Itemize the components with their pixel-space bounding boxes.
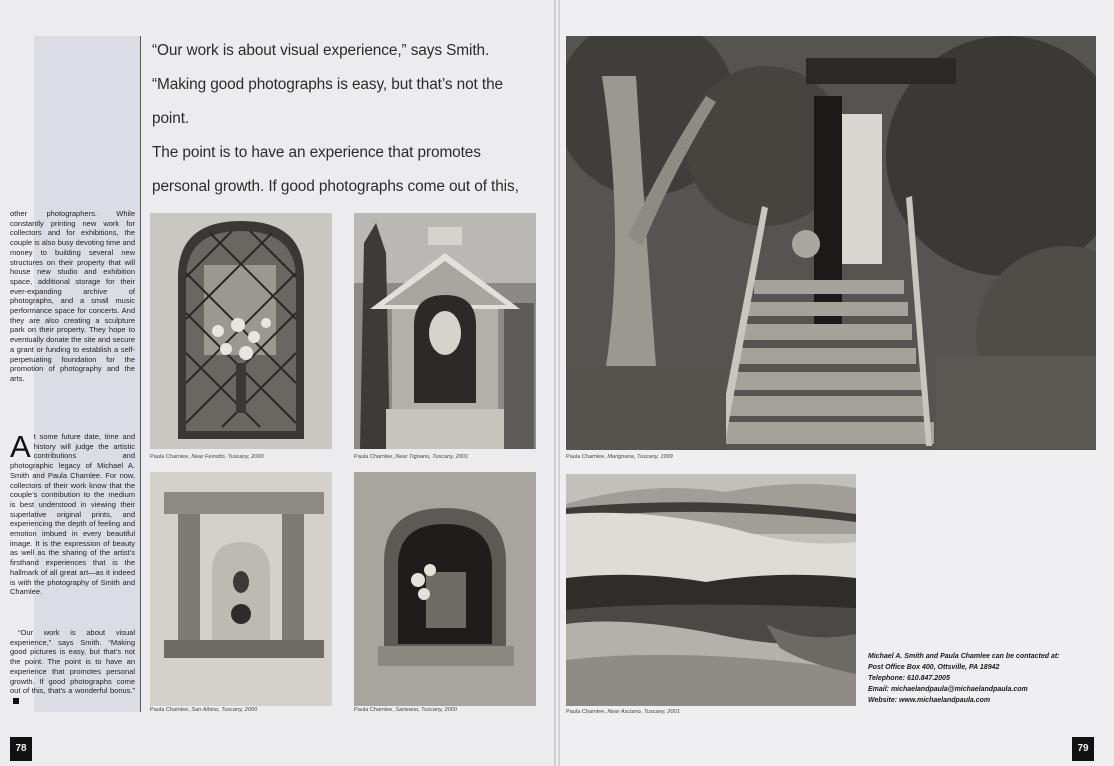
- pull-quote-line: personal growth. If good photographs come out of this,: [152, 178, 519, 195]
- photo-caption: Paula Chamlee, San Albino, Tuscany, 2000: [150, 707, 258, 713]
- photo-near-ferretto: [150, 213, 332, 449]
- photo-near-tignano: [354, 213, 536, 449]
- photo-caption: Paula Chamlee, Near Asciano, Tuscany, 2001: [566, 709, 680, 715]
- contact-telephone: Telephone: 610.847.2005: [868, 675, 950, 682]
- contact-email: Email: michaelandpaula@michaelandpaula.com: [868, 686, 1028, 693]
- photo-marignana: [566, 36, 1096, 450]
- article-paragraph: other photographers. While constantly printing new work for collectors and for exhibitions, the couple is also busy devoting time and money to building several new structures on their property that will house new studio and exhibition space, additional storage for their ever-expanding archive of photographs, and a small music performance space for concerts. And they are also creating a sculpture park on their property. They hope to eventually donate the site and secure a grant or funding to establish a self-perpetuating foundation for the promotion of photography and the arts.: [10, 209, 135, 383]
- article-paragraph-text: “Our work is about visual experience,” says Smith. “Making good pictures is easy, but that’s not the point. The point is to have an experience that promotes personal growth. If good photographs come out of this, that’s a wonderful bonus.”: [10, 628, 135, 696]
- spine-gutter: [554, 0, 560, 766]
- pull-quote-line: The point is to have an experience that promotes: [152, 144, 481, 161]
- column-rule: [140, 36, 141, 712]
- drop-cap: A: [10, 429, 31, 464]
- photo-near-asciano: [566, 474, 856, 706]
- end-mark-icon: [13, 698, 19, 704]
- contact-address: Post Office Box 400, Ottsville, PA 18942: [868, 664, 1000, 671]
- photo-caption: Paula Chamlee, Sarteano, Tuscany, 2000: [354, 707, 458, 713]
- page-number: 78: [10, 737, 32, 761]
- photo-san-albino: [150, 472, 332, 706]
- contact-info: [868, 651, 1104, 706]
- page-number: 79: [1072, 737, 1094, 761]
- contact-website: Website: www.michaelandpaula.com: [868, 697, 991, 704]
- pull-quote-line: “Making good photographs is easy, but that’s not the point.: [152, 76, 504, 127]
- photo-caption: Paula Chamlee, Near Tignano, Tuscany, 2001: [354, 454, 469, 460]
- photo-sarteano: [354, 472, 536, 706]
- article-paragraph: [10, 429, 135, 597]
- pull-quote: [152, 34, 536, 238]
- article-paragraph: [10, 628, 135, 706]
- contact-heading: Michael A. Smith and Paula Chamlee can be contacted at:: [868, 653, 1060, 660]
- photo-caption: Paula Chamlee, Near Ferretto, Tuscany, 2000: [150, 454, 264, 460]
- article-paragraph-text: t some future date, time and history will judge the artistic contributions and photographic legacy of Michael A. Smith and Paula Chamlee. For now, collectors of their work know that the couple’s contribution to the medium is best understood in viewing their superlative original prints, and experiencing the depth of feeling and emotion imbued in every beautiful image. It is the expression of beauty as well as the sharing of the artist’s firsthand experiences that is the hallmark of all great art—as it indeed is with the photography of Smith and Chamlee.: [10, 432, 135, 597]
- photo-caption: Paula Chamlee, Marignana, Tuscany, 1999: [566, 454, 673, 460]
- pull-quote-line: “Our work is about visual experience,” says Smith.: [152, 42, 490, 59]
